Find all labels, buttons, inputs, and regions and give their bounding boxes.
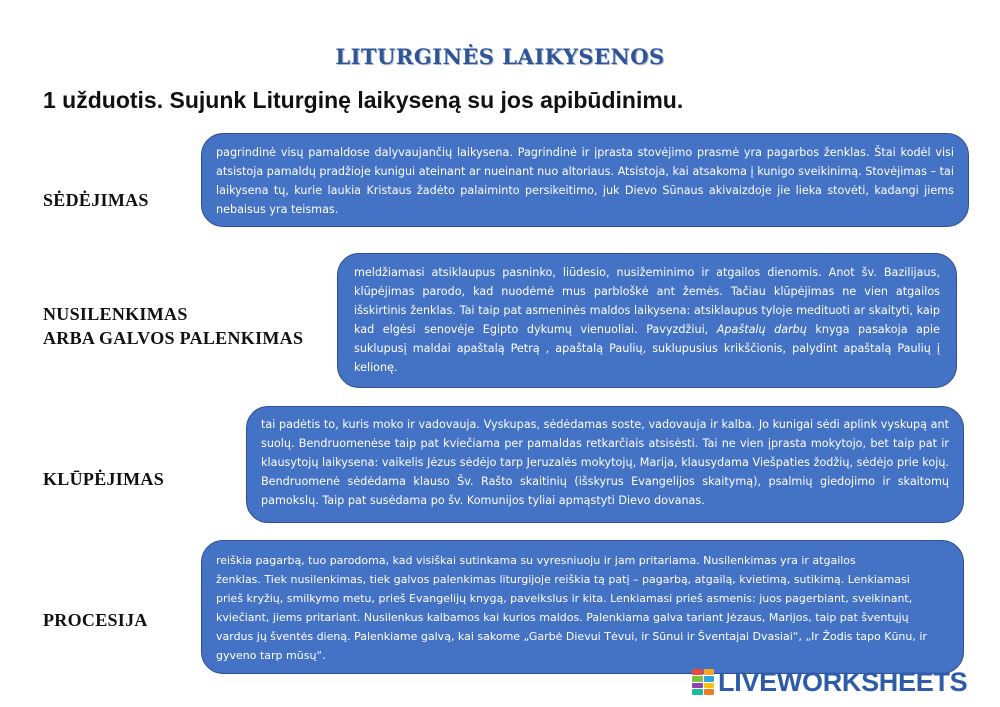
description-line: reiškia pagarbą, tuo parodoma, kad visiškai sutinkama su vyresniuoju ir jam pritariama. Nusilenkimas yra ir atgailos: [216, 554, 856, 567]
description-text: pagrindinė visų pamaldose dalyvaujančių laikysena. Pagrindinė ir įprasta stovėjimo prasmė yra pagarbos ženklas. Štai kodėl visi atsistoja pamaldų pradžioje kunigui ateinant ar nueinant nuo altoriaus. Atsistoja, kai atsakoma į kunigo sveikinimą. Stovėjimas – tai laikysena tų, kurie laukia Kristaus žadėto palaiminto persikeitimo, juk Dievo Sūnaus akivaizdoje jie lieka stovėti, kadangi jiems nebaisus yra teismas.: [216, 146, 954, 216]
description-line: ženklas. Tiek nusilenkimas, tiek galvos palenkimas liturgijoje reiškia tą patį – pagarbą, atgailą, kvietimą, sutikimą. Lenkiamasi: [216, 573, 910, 586]
term-nusilenkimas[interactable]: [43, 302, 303, 350]
liveworksheets-logo-icon: [692, 669, 714, 695]
description-line: prieš kryžių, smilkymo metu, prieš Evangelijų knygą, paveikslus ir kita. Lenkiamasi prieš asmenis: juos pagerbiant, sveikinant,: [216, 592, 913, 605]
description-box-2[interactable]: [337, 253, 957, 388]
term-procesija[interactable]: [43, 608, 148, 632]
term-line: NUSILENKIMAS: [43, 304, 188, 324]
term-line: ARBA GALVOS PALENKIMAS: [43, 328, 304, 348]
book-title-italic: Apaštalų darbų: [716, 323, 807, 336]
description-text-after: knyga pasakoja apie suklupusį maldai apaštalą Petrą , apaštalą Paulių, suklupusius krikščionis, palydint apaštalą Paulių į kelionę.: [354, 323, 940, 374]
description-box-1[interactable]: [201, 133, 969, 227]
description-line: kviečiant, jiems pritariant. Nusilenkus kalbamos kai kurios maldos. Palenkiama galva tariant Jėzaus, Marijos, taip pat šventųjų: [216, 611, 909, 624]
term-line: SĖDĖJIMAS: [43, 190, 149, 210]
task-instruction: 1 užduotis. Sujunk Liturginę laikyseną su jos apibūdinimu.: [43, 87, 684, 113]
liveworksheets-logo: [692, 667, 967, 697]
description-box-3[interactable]: [246, 406, 964, 523]
description-line: gyveno tarp mūsų“.: [216, 649, 326, 662]
term-klupejimas[interactable]: [43, 467, 164, 491]
description-text: [354, 263, 940, 377]
worksheet-title: LITURGINĖS LAIKYSENOS: [335, 44, 665, 69]
description-line: vardus jų šventės dieną. Palenkiame galvą, kai sakome „Garbė Dievui Tėvui, ir Sūnui ir Šventajai Dvasiai“, „Ir Žodis tapo Kūnu, ir: [216, 630, 927, 643]
description-text-before: meldžiamasi atsiklaupus pasninko, liūdesio, nusižeminimo ir atgailos dienomis. Anot šv. Bazilijaus, klūpėjimas parodo, kad nuodėmė mus parbloškė ant žemės. Tačiau klūpėjimas ne vien atgailos išskirtinis ženklas. Tai taip pat asmeninės maldos laikysena: atsiklaupus tyloje medituoti ar skaityti, kaip kad elgėsi senovėje Egipto dykumų vienuoliai. Pavyzdžiui,: [354, 266, 940, 336]
description-box-4[interactable]: [201, 540, 964, 674]
term-sedejimas[interactable]: [43, 188, 149, 212]
description-text: tai padėtis to, kuris moko ir vadovauja. Vyskupas, sėdėdamas soste, vadovauja ir kalba. Jo kunigai sėdi aplink vyskupą ant suolų. Bendruomenėse taip pat kviečiama per pamaldas retkarčiais atsisėsti. Tai ne vien įprasta mokytojo, bet taip pat ir klausytojų laikysena: vaikelis Jėzus sėdėjo tarp Jeruzalės mokytojų, Marija, klausydama Viešpaties žodžių, sėdėjo prie kojų. Bendruomenė sėdėdama klauso Šv. Rašto skaitinių (išskyrus Evangelijos skaitymą), psalmių giedojimo ir skaitomų pamokslų. Taip pat susėdama po šv. Komunijos tyliai apmąstyti Dievo dovanas.: [261, 418, 949, 507]
term-line: KLŪPĖJIMAS: [43, 469, 165, 489]
liveworksheets-logo-text: LIVEWORKSHEETS: [718, 666, 968, 697]
term-line: PROCESIJA: [43, 610, 148, 630]
